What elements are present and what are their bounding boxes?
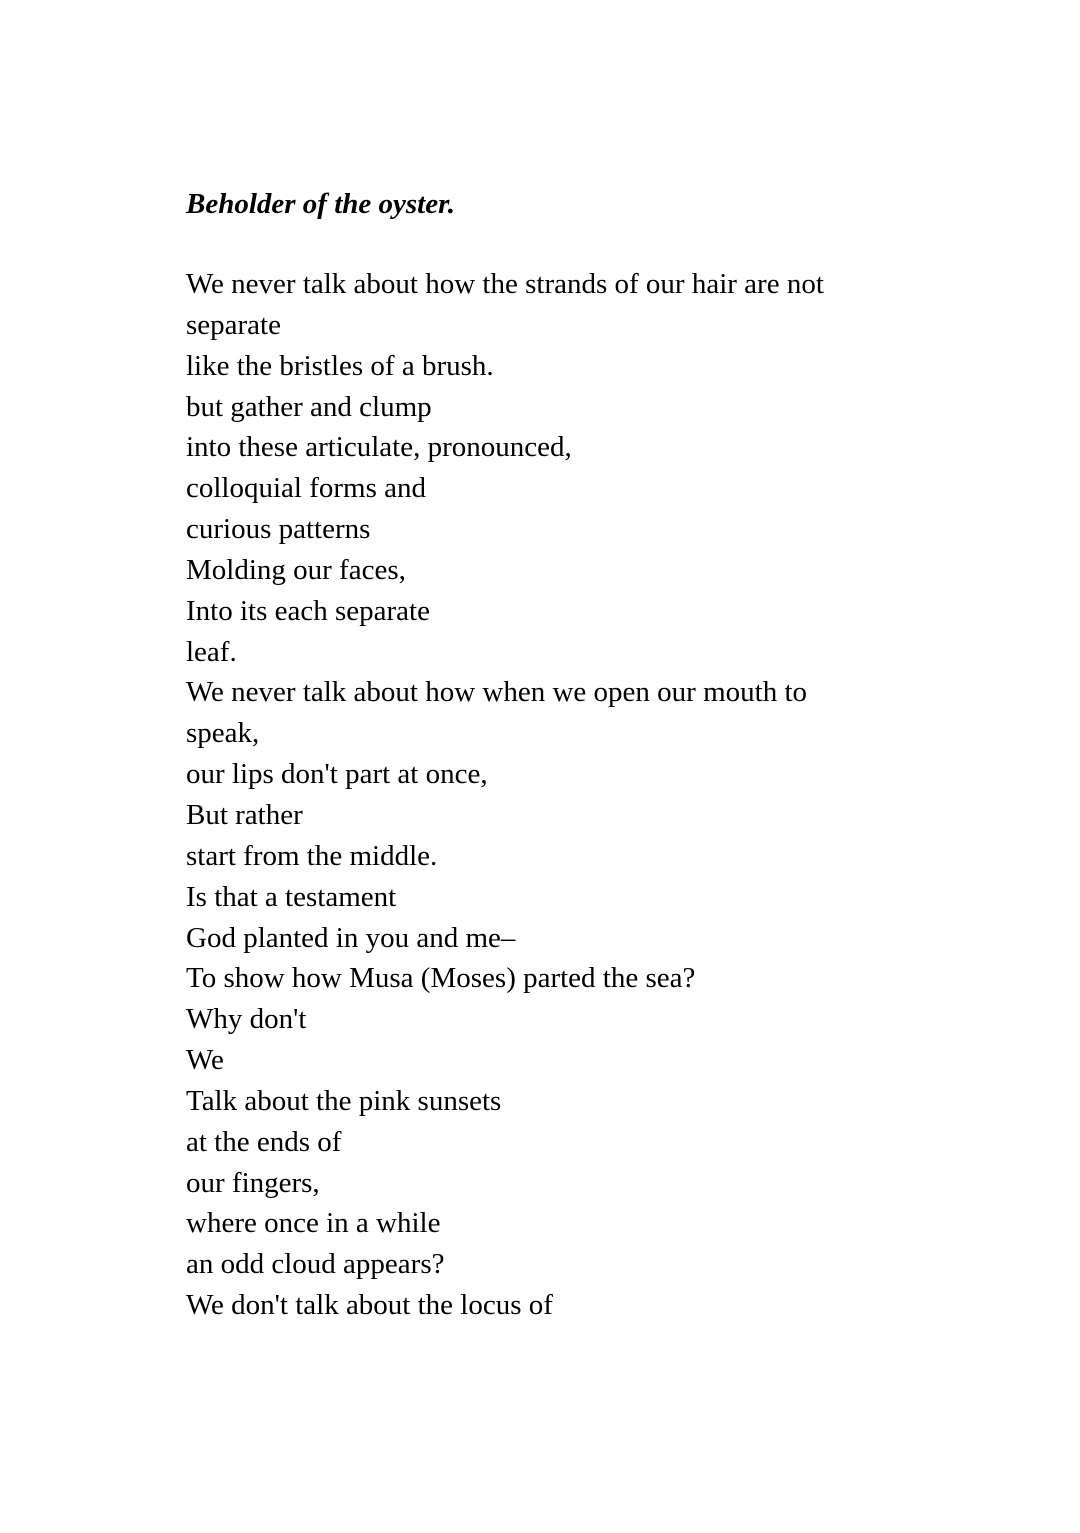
poem-body bbox=[186, 264, 824, 1326]
poem-line: separate bbox=[186, 308, 281, 341]
poem-line: We never talk about how when we open our mouth to bbox=[186, 676, 808, 709]
poem-line: Molding our faces, bbox=[186, 553, 406, 586]
poem-line: Why don't bbox=[186, 1003, 307, 1036]
poem-line: We never talk about how the strands of our hair are not bbox=[186, 268, 824, 300]
poem-line: an odd cloud appears? bbox=[186, 1248, 445, 1281]
poem-line: curious patterns bbox=[186, 513, 371, 546]
poem-title: Beholder of the oyster. bbox=[186, 188, 456, 220]
poem-line: Talk about the pink sunsets bbox=[186, 1084, 502, 1117]
poem-line: We bbox=[186, 1044, 224, 1077]
poem-line: at the ends of bbox=[186, 1125, 342, 1158]
poem-line: But rather bbox=[186, 798, 303, 831]
poem-line: To show how Musa (Moses) parted the sea? bbox=[186, 962, 696, 995]
poem-line: like the bristles of a brush. bbox=[186, 349, 494, 382]
poem-line: start from the middle. bbox=[186, 839, 438, 872]
poem-line: We don't talk about the locus of bbox=[186, 1289, 553, 1322]
poem-line: colloquial forms and bbox=[186, 472, 427, 505]
poem-line: into these articulate, pronounced, bbox=[186, 431, 572, 464]
poem-line: where once in a while bbox=[186, 1207, 441, 1240]
poem-line: our lips don't part at once, bbox=[186, 758, 488, 791]
poem-line: God planted in you and me– bbox=[186, 921, 516, 954]
poem-line: leaf. bbox=[186, 635, 237, 668]
poem-line: Is that a testament bbox=[186, 880, 397, 913]
poem-line: our fingers, bbox=[186, 1166, 320, 1199]
poem-line: Into its each separate bbox=[186, 594, 430, 627]
poem-line: but gather and clump bbox=[186, 390, 432, 423]
poem-line: speak, bbox=[186, 717, 260, 750]
